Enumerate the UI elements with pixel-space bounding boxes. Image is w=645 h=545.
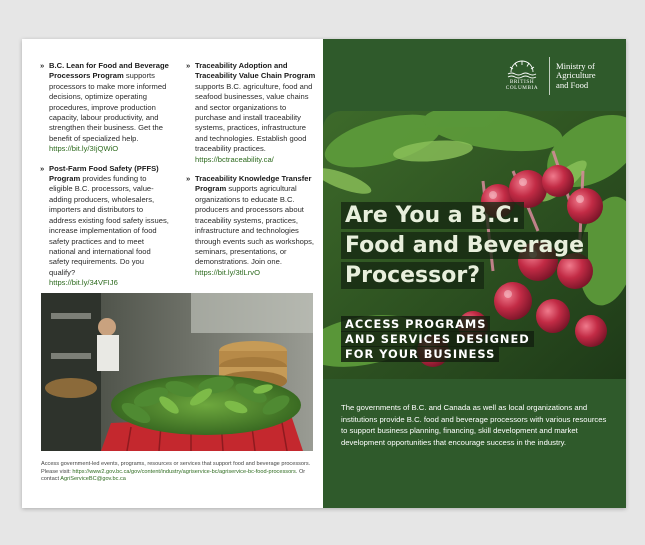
headline-line1: Are You a B.C.: [341, 202, 524, 229]
cover-subheading: [341, 317, 581, 363]
bc-logo-mark: [501, 60, 543, 92]
program-pffs: [40, 164, 170, 289]
program-traceability-adoption: [186, 61, 316, 165]
bc-wordmark: [506, 80, 538, 92]
left-page: [22, 39, 323, 508]
kitchen-greens-photo: [41, 293, 313, 451]
headline-line2: Food and Beverage: [341, 232, 588, 259]
footer-caption: [41, 461, 313, 484]
subhead-line2: AND SERVICES DESIGNED: [341, 331, 534, 347]
bullet-chevron: »: [40, 163, 45, 173]
bullet-chevron: »: [186, 61, 191, 70]
program-link[interactable]: https://bit.ly/3tlLrvO: [195, 267, 260, 277]
program-link[interactable]: https://bctraceability.ca/: [195, 154, 274, 164]
program-description: provides funding to eligible B.C. processors, value-adding producers, wholesalers, importers and distributors to address existing food safety issues, increase implementation of food safety practices and to meet national and international food safety requirements. Do you qualify?: [49, 174, 169, 277]
program-title: Traceability Knowledge Transfer Program: [195, 174, 312, 194]
subhead-line3: FOR YOUR BUSINESS: [341, 346, 499, 362]
logo-divider: [549, 57, 550, 95]
bullet-chevron: »: [40, 61, 45, 70]
program-title: B.C. Lean for Food and Beverage Processors Program: [49, 61, 169, 81]
program-link[interactable]: https://bit.ly/34VFIJ6: [49, 278, 118, 288]
cover-headline: [341, 201, 616, 291]
program-title: Post-Farm Food Safety (PFFS) Program: [49, 163, 159, 184]
programs-column-right: [186, 61, 316, 287]
ministry-line1: Ministry of: [556, 60, 595, 71]
bc-wordmark-line1: BRITISH: [509, 79, 535, 86]
program-description: supports agricultural organizations to educate B.C. producers and processors about traceability systems, practices, infrastructure and technologies through events such as workshops, seminars, presentations, or demonstrations. Join one.: [195, 184, 315, 267]
ministry-line3: and Food: [556, 79, 589, 90]
bc-wordmark-line2: COLUMBIA: [505, 85, 539, 91]
caption-text-2: . Or contact: [41, 468, 306, 483]
program-traceability-knowledge: [186, 174, 316, 278]
caption-url-link[interactable]: https://www2.gov.bc.ca/gov/content/industry/agriservice-bc/agriservice-bc-food-processors: [72, 468, 296, 475]
sun-wave-icon: [505, 60, 539, 80]
cover-body-text: The governments of B.C. and Canada as well as local organizations and institutions provide B.C. food and beverage processors with various resources to support business planning, financing, skill development and market development opportunities that encourage success in the industry.: [341, 403, 607, 447]
bc-ministry-logo: [501, 57, 612, 95]
brochure-spread: [22, 39, 626, 508]
caption-text: Access government-led events, programs, resources or services that support food and beverage processors. Please visit:: [41, 461, 311, 475]
headline-line3: Processor?: [341, 262, 484, 289]
program-title: Traceability Adoption and Traceability Value Chain Program: [195, 61, 316, 81]
program-link[interactable]: https://bit.ly/3IjQWiO: [49, 144, 119, 154]
right-page-cover: [323, 39, 626, 508]
program-description: supports B.C. agriculture, food and seafood businesses, value chains and sector organizations to purchase and install traceability systems, practices, infrastructure and technologies. Establish good traceability practices.: [195, 81, 313, 154]
kitchen-greens-illustration: [41, 293, 313, 451]
ministry-line2: Agriculture: [556, 70, 596, 81]
bullet-chevron: »: [186, 174, 191, 184]
programs-column-left: [40, 61, 170, 298]
program-lean: [40, 61, 170, 155]
subhead-line1: ACCESS PROGRAMS: [341, 316, 490, 332]
ministry-name: [556, 62, 612, 91]
program-description: supports processors to make more informed decisions, optimize operating procedures, improve production capacity, labour productivity, and strengthen their business. Get the benefit of specialized help.: [49, 71, 167, 143]
caption-email-link[interactable]: AgriServiceBC@gov.bc.ca: [60, 476, 126, 483]
